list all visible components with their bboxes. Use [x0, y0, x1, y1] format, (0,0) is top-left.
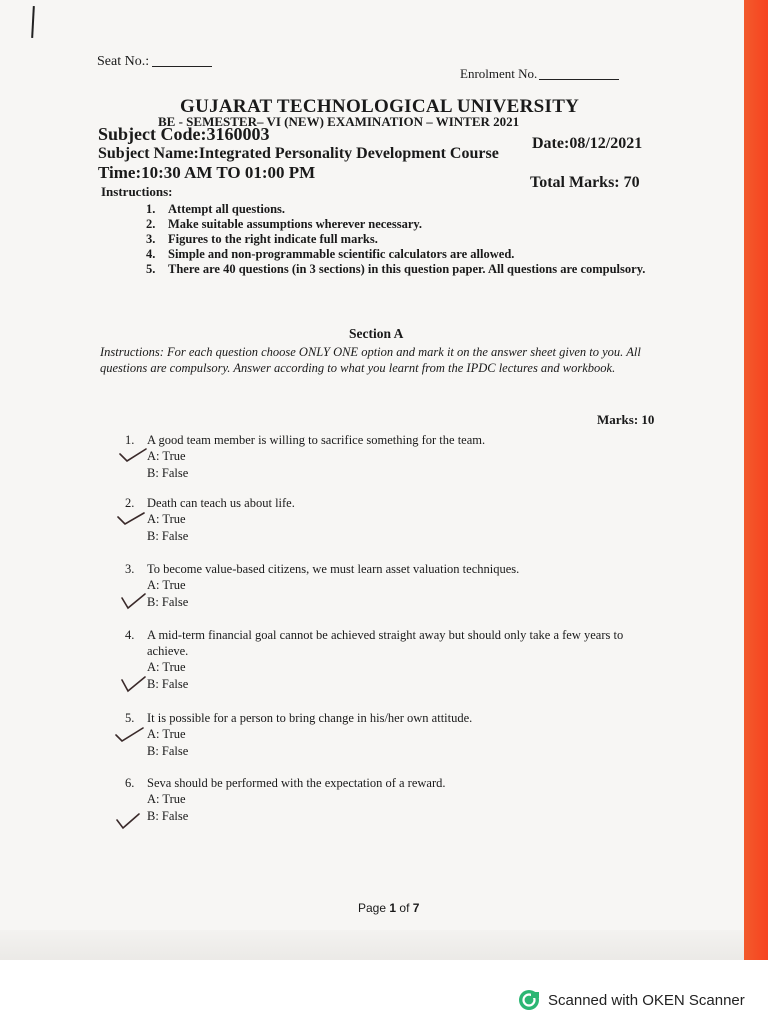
option-b: B: False — [147, 528, 189, 543]
question-item — [125, 432, 665, 481]
question-text: To become value-based citizens, we must learn asset valuation techniques. — [147, 562, 520, 576]
exam-time: Time:10:30 AM TO 01:00 PM — [98, 163, 316, 182]
check-mark-icon — [119, 675, 149, 693]
page-current: 1 — [389, 901, 397, 915]
option-a: A: True — [147, 660, 186, 674]
instruction-number: 1. — [146, 202, 156, 216]
instruction-number: 5. — [146, 262, 156, 276]
section-instructions: Instructions: For each question choose ONLY ONE option and mark it on the answer sheet given to you. All questions are compulsory. Answer according to what you learnt from the IPDC lectures and workbook. — [100, 345, 641, 375]
instruction-number: 2. — [146, 217, 156, 231]
question-number: 4. — [125, 628, 135, 642]
instruction-item — [146, 247, 666, 262]
page-prefix: Page — [358, 901, 387, 915]
instruction-item — [146, 202, 666, 217]
page-number — [358, 901, 419, 915]
option-b: B: False — [147, 676, 189, 691]
instruction-text: There are 40 questions (in 3 sections) in this question paper. All questions are compulsory. — [168, 262, 646, 276]
option-a: A: True — [147, 449, 186, 463]
instruction-item — [146, 217, 666, 232]
total-marks: Total Marks: 70 — [530, 174, 640, 191]
option-b: B: False — [147, 594, 189, 609]
instructions-label: Instructions: — [101, 184, 173, 199]
instruction-text: Figures to the right indicate full marks. — [168, 232, 378, 246]
question-text: It is possible for a person to bring change in his/her own attitude. — [147, 711, 473, 725]
oken-scanner-logo-icon — [518, 989, 540, 1011]
question-number: 2. — [125, 496, 135, 510]
seat-number-field — [97, 54, 212, 70]
question-item — [125, 627, 665, 692]
question-item — [125, 775, 665, 824]
check-mark-icon — [118, 445, 148, 463]
question-text: Death can teach us about life. — [147, 496, 295, 510]
check-mark-icon — [114, 724, 144, 742]
instruction-number: 3. — [146, 232, 156, 246]
page-of: of — [399, 901, 410, 915]
option-a: A: True — [147, 727, 186, 741]
subject-name: Subject Name:Integrated Personality Development Course — [98, 145, 499, 162]
page-total: 7 — [412, 901, 420, 915]
option-b: B: False — [147, 808, 189, 823]
check-mark-icon — [116, 508, 146, 526]
exam-title: BE - SEMESTER– VI (NEW) EXAMINATION – WINTER 2021 — [158, 114, 520, 129]
question-item — [125, 495, 665, 544]
section-marks: Marks: 10 — [597, 412, 655, 427]
question-text: A good team member is willing to sacrifice something for the team. — [147, 433, 486, 447]
instruction-text: Attempt all questions. — [168, 202, 286, 216]
instruction-item — [146, 262, 666, 277]
question-text: A mid-term financial goal cannot be achieved straight away but should only take a few years to achieve. — [147, 628, 624, 658]
enrolment-label: Enrolment No. — [460, 66, 538, 81]
scanner-watermark — [518, 989, 745, 1011]
question-number: 6. — [125, 776, 135, 790]
university-title: GUJARAT TECHNOLOGICAL UNIVERSITY — [180, 96, 580, 117]
seat-blank-line — [152, 66, 212, 67]
option-b: B: False — [147, 743, 189, 758]
instructions-list — [146, 202, 666, 277]
option-a: A: True — [147, 512, 186, 526]
enrolment-number-field — [460, 66, 619, 82]
question-number: 5. — [125, 711, 135, 725]
seat-label: Seat No.: — [97, 54, 150, 69]
question-item — [125, 710, 665, 759]
instruction-text: Simple and non-programmable scientific calculators are allowed. — [168, 247, 515, 261]
option-b: B: False — [147, 465, 189, 480]
option-a: A: True — [147, 578, 186, 592]
background-edge — [744, 0, 768, 960]
check-mark-icon — [119, 592, 149, 610]
instruction-number: 4. — [146, 247, 156, 261]
instruction-text: Make suitable assumptions wherever necessary. — [168, 217, 423, 231]
option-a: A: True — [147, 792, 186, 806]
question-number: 1. — [125, 433, 135, 447]
subject-code: Subject Code:3160003 — [98, 124, 270, 144]
pen-mark — [31, 6, 35, 38]
question-item — [125, 561, 665, 610]
enrolment-blank-line — [539, 79, 619, 80]
question-text: Seva should be performed with the expectation of a reward. — [147, 776, 446, 790]
section-title: Section A — [349, 326, 404, 341]
scanner-label: Scanned with OKEN Scanner — [548, 991, 745, 1009]
exam-date: Date:08/12/2021 — [532, 135, 643, 152]
question-number: 3. — [125, 562, 135, 576]
check-mark-icon — [115, 812, 145, 830]
instruction-item — [146, 232, 666, 247]
